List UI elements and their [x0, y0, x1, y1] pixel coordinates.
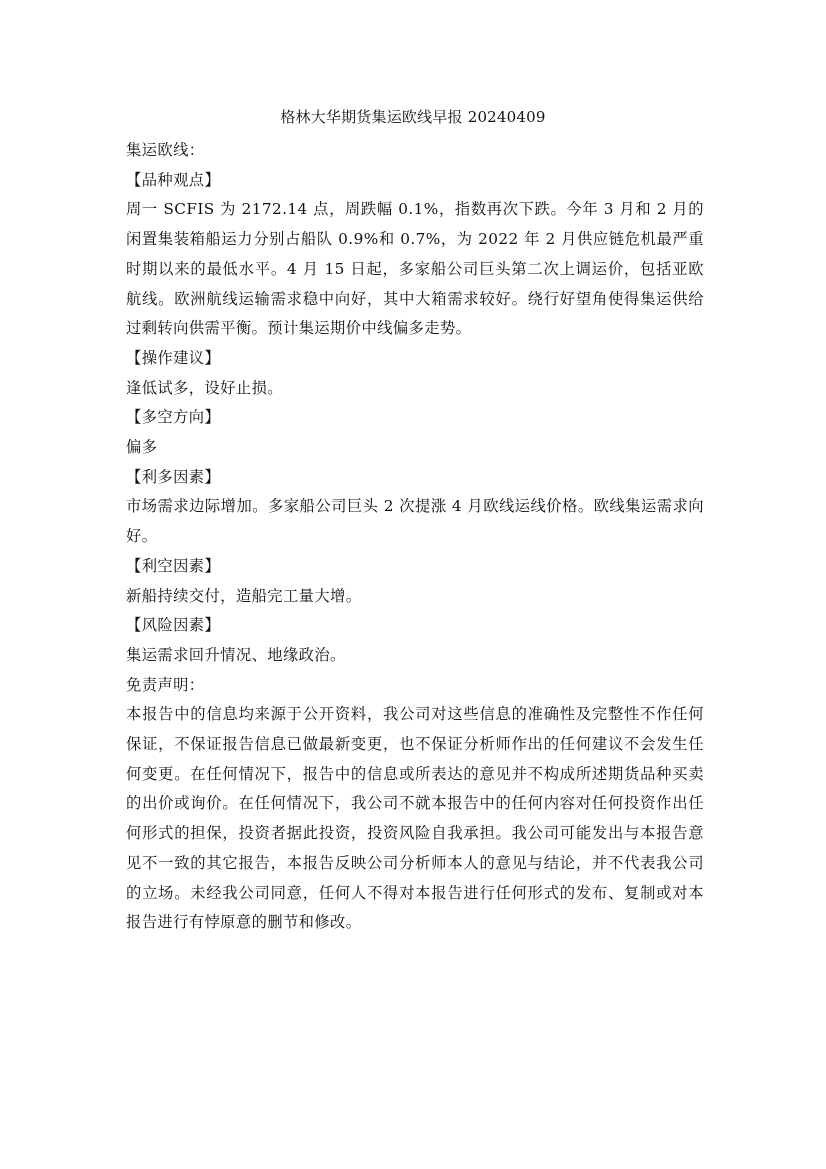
bullish-text: 市场需求边际增加。多家船公司巨头 2 次提涨 4 月欧线运线价格。欧线集运需求向好。: [126, 497, 704, 546]
bullish-heading: 【利多因素】: [126, 467, 221, 486]
view-heading: 【品种观点】: [126, 170, 221, 189]
risk-heading: 【风险因素】: [126, 616, 221, 635]
bearish-text: 新船持续交付，造船完工量大增。: [126, 586, 362, 605]
direction-heading: 【多空方向】: [126, 408, 221, 427]
section-label: 集运欧线：: [126, 141, 205, 159]
view-text: 周一 SCFIS 为 2172.14 点，周跌幅 0.1%，指数再次下跌。今年 3 月和 2 月的闲置集装箱船运力分别占船队 0.9%和 0.7%，为 2022 年 2 月供应链危机最严重时期以来的最低水平。4 月 15 日起，多家船公司巨头第二次上调运价，包括亚欧航线。欧洲航线运输需求稳中向好，其中大箱需求较好。绕行好望角使得集运供给过剩转向供需平衡。预计集运期价中线偏多走势。: [126, 200, 704, 338]
disclaimer-text: 本报告中的信息均来源于公开资料，我公司对这些信息的准确性及完整性不作任何保证，不保证报告信息已做最新变更，也不保证分析师作出的任何建议不会发生任何变更。在任何情况下，报告中的信息或所表达的意见并不构成所述期货品种买卖的出价或询价。在任何情况下，我公司不就本报告中的任何内容对任何投资作出任何形式的担保，投资者据此投资，投资风险自我承担。我公司可能发出与本报告意见不一致的其它报告，本报告反映公司分析师本人的意见与结论，并不代表我公司的立场。未经我公司同意，任何人不得对本报告进行任何形式的发布、复制或对本报告进行有悖原意的删节和修改。: [126, 705, 704, 932]
disclaimer-label: 免责声明：: [126, 675, 205, 694]
report-body: [126, 136, 704, 938]
bearish-heading: 【利空因素】: [126, 556, 221, 575]
advice-text: 逢低试多，设好止损。: [126, 378, 283, 397]
risk-text: 集运需求回升情况、地缘政治。: [126, 645, 346, 664]
report-title: 格林大华期货集运欧线早报 20240409: [280, 108, 546, 126]
advice-heading: 【操作建议】: [126, 348, 221, 367]
direction-text: 偏多: [126, 438, 158, 457]
